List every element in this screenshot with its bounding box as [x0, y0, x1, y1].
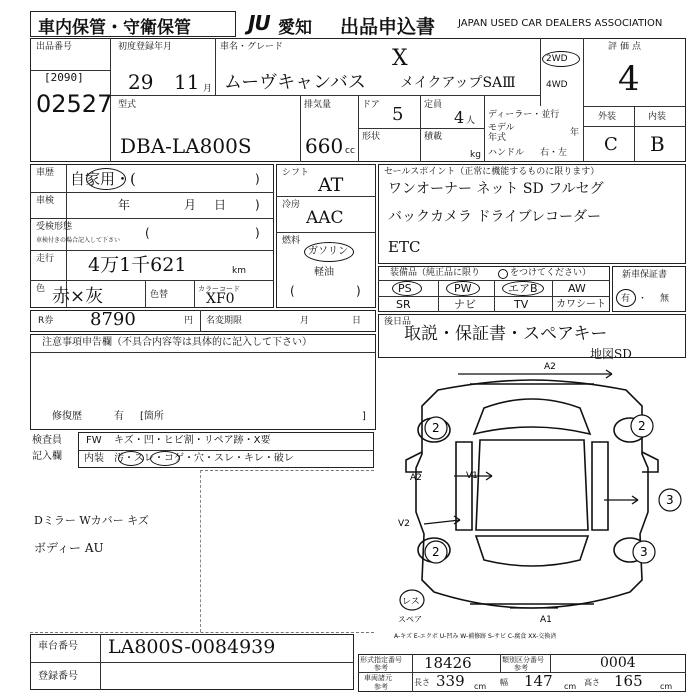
- inspector-row1: キズ・凹・ヒビ割・リペア跡・X要: [114, 435, 271, 446]
- equip-ps: PS: [398, 282, 412, 295]
- drive-2wd: 2WD: [546, 54, 568, 64]
- repair-spot: [箇所: [140, 411, 164, 422]
- model-value: DBA-LA800S: [120, 134, 252, 158]
- class-sub: 参考: [514, 664, 528, 672]
- capacity-unit: 人: [466, 116, 476, 126]
- first-reg-label: 初度登録年月: [118, 42, 173, 52]
- mileage-unit: km: [232, 266, 246, 276]
- equip-ps-circle: [392, 281, 422, 296]
- exterior-label: 外装: [598, 112, 617, 122]
- shape-label: 形状: [362, 132, 381, 142]
- dealer-model: モデル: [488, 123, 515, 133]
- height-label: 高さ: [584, 678, 600, 687]
- recycle-label: R券: [38, 316, 54, 326]
- storage-tag: 車内保管・守衛保管: [38, 18, 191, 38]
- warranty-no: 無: [660, 294, 670, 304]
- history-label: 車歴: [36, 168, 55, 178]
- height-value: 165: [614, 672, 643, 690]
- equip-tv: TV: [514, 298, 529, 311]
- car-grade: メイクアップSAⅢ: [400, 75, 516, 91]
- region-name: 愛知: [278, 18, 312, 38]
- first-reg-month-unit: 月: [203, 84, 213, 94]
- spec-label: 車両諸元: [364, 674, 392, 682]
- length-value: 339: [436, 672, 465, 690]
- lot-label: 出品番号: [36, 42, 73, 52]
- repair-label: 修復歴: [52, 411, 82, 422]
- inspector-note-2: ボディー AU: [34, 541, 104, 555]
- equip-pw-circle: [446, 281, 480, 296]
- notes-label: 注意事項申告欄（不具合内容等は具体的に記入して下さい）: [42, 337, 312, 348]
- car-name: ムーヴキャンバス: [224, 72, 366, 93]
- shift-value: AT: [318, 174, 344, 196]
- spare-label: スペア: [398, 615, 422, 624]
- rating-label: 評価点: [608, 42, 645, 52]
- inspector-label1: 検査員: [32, 435, 62, 446]
- inspection-month: 月日: [184, 198, 245, 212]
- mark-rear-right: 3: [640, 545, 648, 559]
- mark-front-right: 2: [638, 419, 646, 433]
- recycle-value: 8790: [90, 309, 136, 330]
- inspection-label: 車検: [36, 196, 55, 206]
- warranty-yes: 有: [621, 294, 631, 304]
- width-unit: cm: [564, 682, 577, 691]
- ju-logo: JU: [248, 11, 270, 35]
- equip-pw: PW: [454, 282, 472, 295]
- attachments-label: 後日品: [384, 317, 412, 327]
- name-change-day: 日: [352, 316, 362, 326]
- doors-value: 5: [392, 104, 404, 125]
- spare-mark: レス: [402, 597, 420, 607]
- color-label: 色: [36, 284, 46, 294]
- exterior-value: C: [604, 134, 618, 155]
- load-label: 積載: [424, 132, 443, 142]
- mark-rear-left: 2: [432, 545, 440, 559]
- car-grade-top: X: [392, 46, 408, 71]
- type-value: 18426: [424, 654, 472, 672]
- load-unit: kg: [470, 150, 481, 160]
- inspection-year: 年: [118, 198, 131, 212]
- interior-label: 内装: [648, 112, 667, 122]
- fuel-gasoline: ガソリン: [308, 246, 348, 257]
- rating-score: 4: [618, 59, 640, 99]
- color-code-label: カラーコード: [198, 285, 240, 293]
- repair-value: 有: [114, 411, 124, 422]
- history-circle: [86, 168, 126, 190]
- lot-number: 02527: [36, 90, 113, 118]
- equip-aw: AW: [568, 282, 586, 295]
- name-change-label: 名変期限: [206, 316, 243, 326]
- inspection-close: ): [255, 198, 260, 212]
- car-name-label: 車名・グレード: [220, 42, 284, 52]
- inspector-interior: 内装: [84, 453, 104, 464]
- fuel-label: 燃料: [282, 236, 301, 246]
- color-change-label: 色替: [150, 290, 169, 300]
- type-label: 形式指定番号: [360, 656, 402, 664]
- label-front-a2: A2: [544, 362, 556, 372]
- attachments-value: 取説・保証書・スペアキー: [404, 324, 608, 344]
- equipment-label-end: をつけてください）: [510, 268, 592, 278]
- attachments-extra: 地図SD: [590, 347, 632, 361]
- doors-label: ドア: [362, 100, 380, 110]
- car-damage-diagram: [380, 360, 686, 650]
- equip-navi: ナビ: [454, 298, 476, 311]
- lot-bracket-number: [2090]: [44, 71, 84, 84]
- height-unit: cm: [660, 682, 673, 691]
- spec-sub: 参考: [374, 683, 388, 691]
- inspector-circle-2: [150, 451, 180, 466]
- registration-label: 登録番号: [38, 671, 78, 682]
- reception-label: 受検形態: [36, 222, 73, 232]
- class-label: 類別区分番号: [502, 656, 544, 664]
- form-title-en: JAPAN USED CAR DEALERS ASSOCIATION: [458, 18, 663, 29]
- displacement-unit: cc: [345, 146, 355, 156]
- mileage-value: 4万1千621: [88, 254, 187, 276]
- displacement-label: 排気量: [304, 100, 332, 110]
- history-value: 自家用・(: [70, 170, 136, 188]
- equip-sr: SR: [396, 298, 411, 311]
- label-left-a2: A2: [410, 473, 422, 483]
- selling-points-line1: ワンオーナー ネット SD フルセグ: [388, 181, 604, 197]
- label-v1: V1: [466, 471, 478, 481]
- warranty-label: 新車保証書: [622, 270, 668, 280]
- selling-points-line3: ETC: [388, 238, 421, 256]
- equipment-label: 装備品（純正品に限り: [390, 268, 481, 278]
- fuel-open: (: [290, 284, 295, 298]
- shift-label: シフト: [282, 168, 310, 178]
- selling-points-line2: バックカメラ ドライブレコーダー: [388, 209, 602, 225]
- drive-4wd: 4WD: [546, 80, 568, 90]
- ac-label: 冷房: [282, 200, 301, 210]
- repair-close: ]: [362, 411, 366, 422]
- chassis-label: 車台番号: [38, 641, 78, 652]
- history-close: ): [255, 172, 260, 186]
- inspector-fw: FW: [86, 435, 102, 446]
- label-rear-a1: A1: [540, 615, 552, 625]
- chassis-value: LA800S-0084939: [108, 636, 276, 658]
- ac-value: AAC: [306, 208, 344, 228]
- recycle-box: [30, 310, 376, 332]
- mark-right-side: 3: [666, 493, 674, 507]
- reception-open: (: [145, 226, 150, 240]
- length-unit: cm: [474, 682, 487, 691]
- class-value: 0004: [600, 655, 636, 671]
- capacity-label: 定員: [424, 100, 443, 110]
- label-v2: V2: [398, 519, 410, 529]
- name-change-month: 月: [300, 316, 310, 326]
- dealer-type: ディーラー・並行: [488, 110, 560, 120]
- mark-front-left: 2: [432, 421, 440, 435]
- dealer-handle-side: 右・左: [540, 148, 568, 158]
- form-title: 出品申込書: [340, 16, 436, 38]
- width-value: 147: [524, 672, 553, 690]
- inspector-label2: 記入欄: [32, 451, 62, 462]
- color-value: 赤×灰: [52, 286, 104, 307]
- displacement-value: 660: [305, 134, 344, 158]
- first-reg-year: 29: [128, 70, 154, 94]
- inspector-circle-1: [118, 451, 144, 466]
- capacity-value: 4: [454, 108, 465, 127]
- dealer-year: 年式: [488, 133, 507, 143]
- warranty-sep: ・: [638, 294, 648, 304]
- first-reg-month: 11: [174, 70, 200, 94]
- equip-airbag: エアB: [508, 282, 538, 295]
- inspector-note-1: Dミラー Wカバー キズ: [34, 514, 149, 527]
- dealer-year-unit: 年: [570, 128, 580, 138]
- damage-legend: A-キズ E-エクボ U-凹み W-補修跡 S-サビ C-腐食 XX-交換済: [394, 633, 557, 640]
- dealer-handle: ハンドル: [488, 148, 525, 158]
- equip-leather: カワシート: [556, 299, 606, 310]
- width-label: 幅: [500, 678, 508, 687]
- equip-airbag-circle: [502, 281, 544, 296]
- color-code-value: XF0: [206, 291, 235, 307]
- selling-points-label: セールスポイント（正常に機能するものに限ります）: [384, 167, 600, 177]
- recycle-unit: 円: [184, 316, 194, 326]
- reception-close: ): [255, 226, 260, 240]
- reception-sub: 車検付きの場合記入して下さい: [36, 237, 121, 244]
- length-label: 長さ: [414, 678, 430, 687]
- mileage-label: 走行: [36, 254, 55, 264]
- interior-value: B: [650, 132, 665, 156]
- model-label: 型式: [118, 100, 137, 110]
- inspector-row2: 汚・スレ・コゲ・穴・スレ・キレ・破レ: [114, 453, 294, 464]
- fuel-close: ): [356, 284, 361, 298]
- fuel-diesel: 軽油: [314, 267, 334, 278]
- equipment-label-circle: [498, 269, 508, 279]
- type-sub: 参考: [374, 664, 388, 672]
